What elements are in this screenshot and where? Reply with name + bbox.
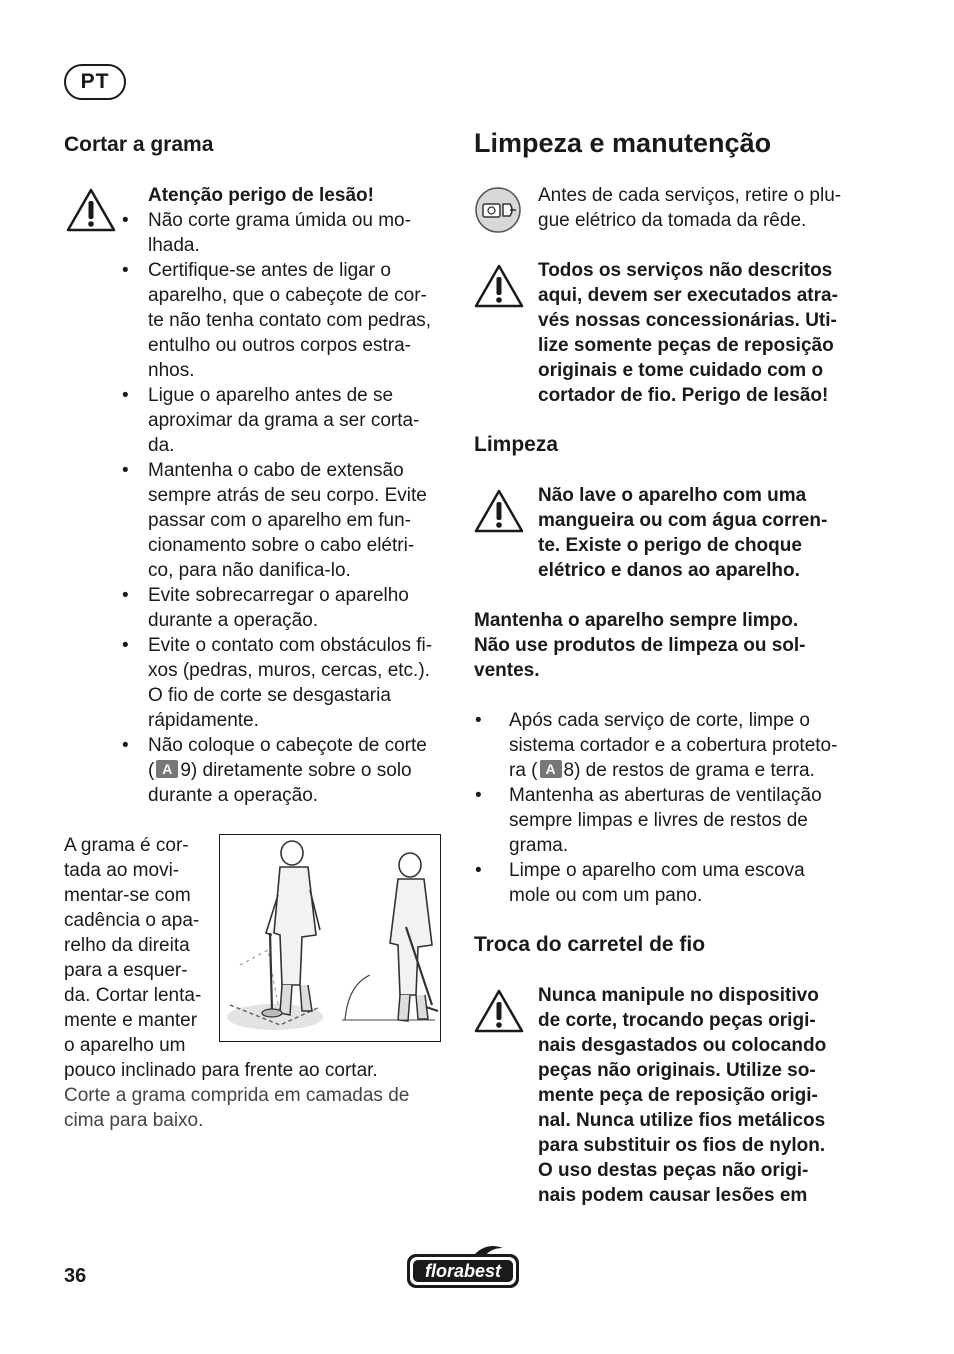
bullet-line: entulho ou outros corpos estra- <box>148 335 411 356</box>
bullet-dot: • <box>475 860 482 881</box>
bullet-line: grama. <box>509 835 569 856</box>
text-line: Mantenha o aparelho sempre limpo. <box>474 610 799 631</box>
bullet-line: aproximar da grama a ser corta- <box>148 410 420 431</box>
bullet-dot: • <box>475 785 482 806</box>
bullet-line: xos (pedras, muros, cercas, etc.). <box>148 660 430 681</box>
text-line: mangueira ou com água corren- <box>538 510 828 531</box>
bullet-item <box>122 383 458 458</box>
text-line: vés nossas concessionárias. Uti- <box>538 310 837 331</box>
bullet-line: Mantenha as aberturas de ventilação <box>509 785 822 806</box>
bullet-line: durante a operação. <box>148 785 319 806</box>
text-line: tada ao movi- <box>64 860 180 881</box>
bullet-line: co, para não danifica-lo. <box>148 560 351 581</box>
bullet-item <box>122 633 458 733</box>
bullet-dot: • <box>122 260 129 281</box>
bullet-line: da. <box>148 435 175 456</box>
figure-ref-tag: A <box>156 760 178 778</box>
bullet-line: cionamento sobre o cabo elétri- <box>148 535 415 556</box>
unplug-icon <box>474 186 522 234</box>
keep-clean-note <box>474 608 805 683</box>
text-line: mente e manter <box>64 1010 198 1031</box>
text-line: o aparelho um <box>64 1035 186 1056</box>
bullet-line: Evite o contato com obstáculos fi- <box>148 635 433 656</box>
bullet-dot: • <box>122 635 129 656</box>
text-line: relho da direita <box>64 935 190 956</box>
text-line: Não use produtos de limpeza ou sol- <box>474 635 806 656</box>
page-number: 36 <box>64 1265 87 1287</box>
bullet-item <box>475 783 822 858</box>
text-line: de corte, trocando peças origi- <box>538 1010 816 1031</box>
spare-parts-warning <box>538 983 826 1208</box>
bullet-line: Ligue o aparelho antes de se <box>148 385 394 406</box>
bullet-line: Limpe o aparelho com uma escova <box>509 860 805 881</box>
text-line: nais podem causar lesões em <box>538 1185 808 1206</box>
bullet-line: mole ou com um pano. <box>509 885 703 906</box>
cutting-bullet-list <box>122 208 458 733</box>
bullet-cutting-head <box>122 733 427 808</box>
cleaning-bullet-list <box>475 783 822 908</box>
bullet-line: durante a operação. <box>148 610 319 631</box>
text-line: Antes de cada serviços, retire o plu- <box>538 185 842 206</box>
warning-icon <box>474 989 524 1033</box>
bullet-dot: • <box>475 710 482 731</box>
text-line: mentar-se com <box>64 885 191 906</box>
text-line: cadência o apa- <box>64 910 200 931</box>
bullet-item <box>122 208 458 258</box>
text-line: aqui, devem ser executados atra- <box>538 285 838 306</box>
bullet-line: nhos. <box>148 360 195 381</box>
bullet-line: te não tenha contato com pedras, <box>148 310 432 331</box>
warning-icon <box>474 489 524 533</box>
text-line: peças não originais. Utilize so- <box>538 1060 816 1081</box>
paragraph-continuation: pouco inclinado para frente ao cortar. <box>64 1060 378 1081</box>
bullet-text: 9) diretamente sobre o solo <box>180 760 412 781</box>
florabest-logo <box>405 1244 521 1290</box>
bullet-item <box>475 858 822 908</box>
bullet-line: sempre limpas e livres de restos de <box>509 810 808 831</box>
bullet-line: Não coloque o cabeçote de corte <box>148 735 427 756</box>
text-line: A grama é cor- <box>64 835 189 856</box>
bullet-line: Após cada serviço de corte, limpe o <box>509 710 810 731</box>
bullet-item <box>122 458 458 583</box>
bullet-dot: • <box>122 460 129 481</box>
bullet-line: lhada. <box>148 235 200 256</box>
text-line: originais e tome cuidado com o <box>538 360 824 381</box>
text-line: lize somente peças de reposição <box>538 335 834 356</box>
figure-ref-tag: A <box>540 760 562 778</box>
text-line: O uso destas peças não origi- <box>538 1160 809 1181</box>
paragraph-line: cima para baixo. <box>64 1110 204 1131</box>
service-warning <box>538 258 838 408</box>
bullet-line: Não corte grama úmida ou mo- <box>148 210 411 231</box>
mowing-figure-drawing <box>220 835 439 1040</box>
bullet-line: Certifique-se antes de ligar o <box>148 260 391 281</box>
paragraph-line: Corte a grama comprida em camadas de <box>64 1085 410 1106</box>
language-badge: PT <box>64 64 126 100</box>
cutting-technique-paragraph <box>64 833 201 1058</box>
text-line: Não lave o aparelho com uma <box>538 485 807 506</box>
bullet-text: 8) de restos de grama e terra. <box>563 760 815 781</box>
bullet-line: rápidamente. <box>148 710 259 731</box>
text-line: elétrico e danos ao aparelho. <box>538 560 800 581</box>
bullet-dot: • <box>122 585 129 606</box>
bullet-dot: • <box>122 385 129 406</box>
text-line: para substituir os fios de nylon. <box>538 1135 826 1156</box>
logo-text: florabest <box>424 1261 502 1281</box>
bullet-line: Mantenha o cabo de extensão <box>148 460 404 481</box>
long-grass-paragraph <box>64 1083 409 1133</box>
mowing-illustration <box>219 834 441 1042</box>
text-line: Todos os serviços não descritos <box>538 260 833 281</box>
bullet-text: ( <box>148 760 155 781</box>
section-title-cutting: Cortar a grama <box>64 133 214 156</box>
bullet-item <box>122 583 458 633</box>
bullet-line: O fio de corte se desgastaria <box>148 685 391 706</box>
subsection-title-limpeza: Limpeza <box>474 433 559 456</box>
subsection-title-spool: Troca do carretel de fio <box>474 933 706 956</box>
bullet-dot: • <box>122 210 129 231</box>
text-line: gue elétrico da tomada da rêde. <box>538 210 807 231</box>
bullet-clean-after-use <box>475 708 838 783</box>
text-line: mente peça de reposição origi- <box>538 1085 818 1106</box>
section-title-cleaning: Limpeza e manutenção <box>474 128 772 158</box>
text-line: Nunca manipule no dispositivo <box>538 985 819 1006</box>
text-line: da. Cortar lenta- <box>64 985 202 1006</box>
text-line: para a esquer- <box>64 960 188 981</box>
text-line: ventes. <box>474 660 540 681</box>
bullet-text: ra ( <box>509 760 538 781</box>
text-line: te. Existe o perigo de choque <box>538 535 802 556</box>
unplug-instruction <box>538 183 841 233</box>
water-warning <box>538 483 827 583</box>
bullet-line: aparelho, que o cabeçote de cor- <box>148 285 427 306</box>
bullet-line: sempre atrás de seu corpo. Evite <box>148 485 427 506</box>
bullet-line: passar com o aparelho em fun- <box>148 510 411 531</box>
bullet-item <box>122 258 458 383</box>
bullet-dot: • <box>122 735 129 756</box>
text-line: nal. Nunca utilize fios metálicos <box>538 1110 826 1131</box>
warning-icon <box>474 264 524 308</box>
warning-icon <box>66 188 116 232</box>
text-line: cortador de fio. Perigo de lesão! <box>538 385 829 406</box>
bullet-line: Evite sobrecarregar o aparelho <box>148 585 409 606</box>
bullet-line: sistema cortador e a cobertura proteto- <box>509 735 838 756</box>
text-line: nais desgastados ou colocando <box>538 1035 827 1056</box>
warning-title: Atenção perigo de lesão! <box>148 185 374 206</box>
